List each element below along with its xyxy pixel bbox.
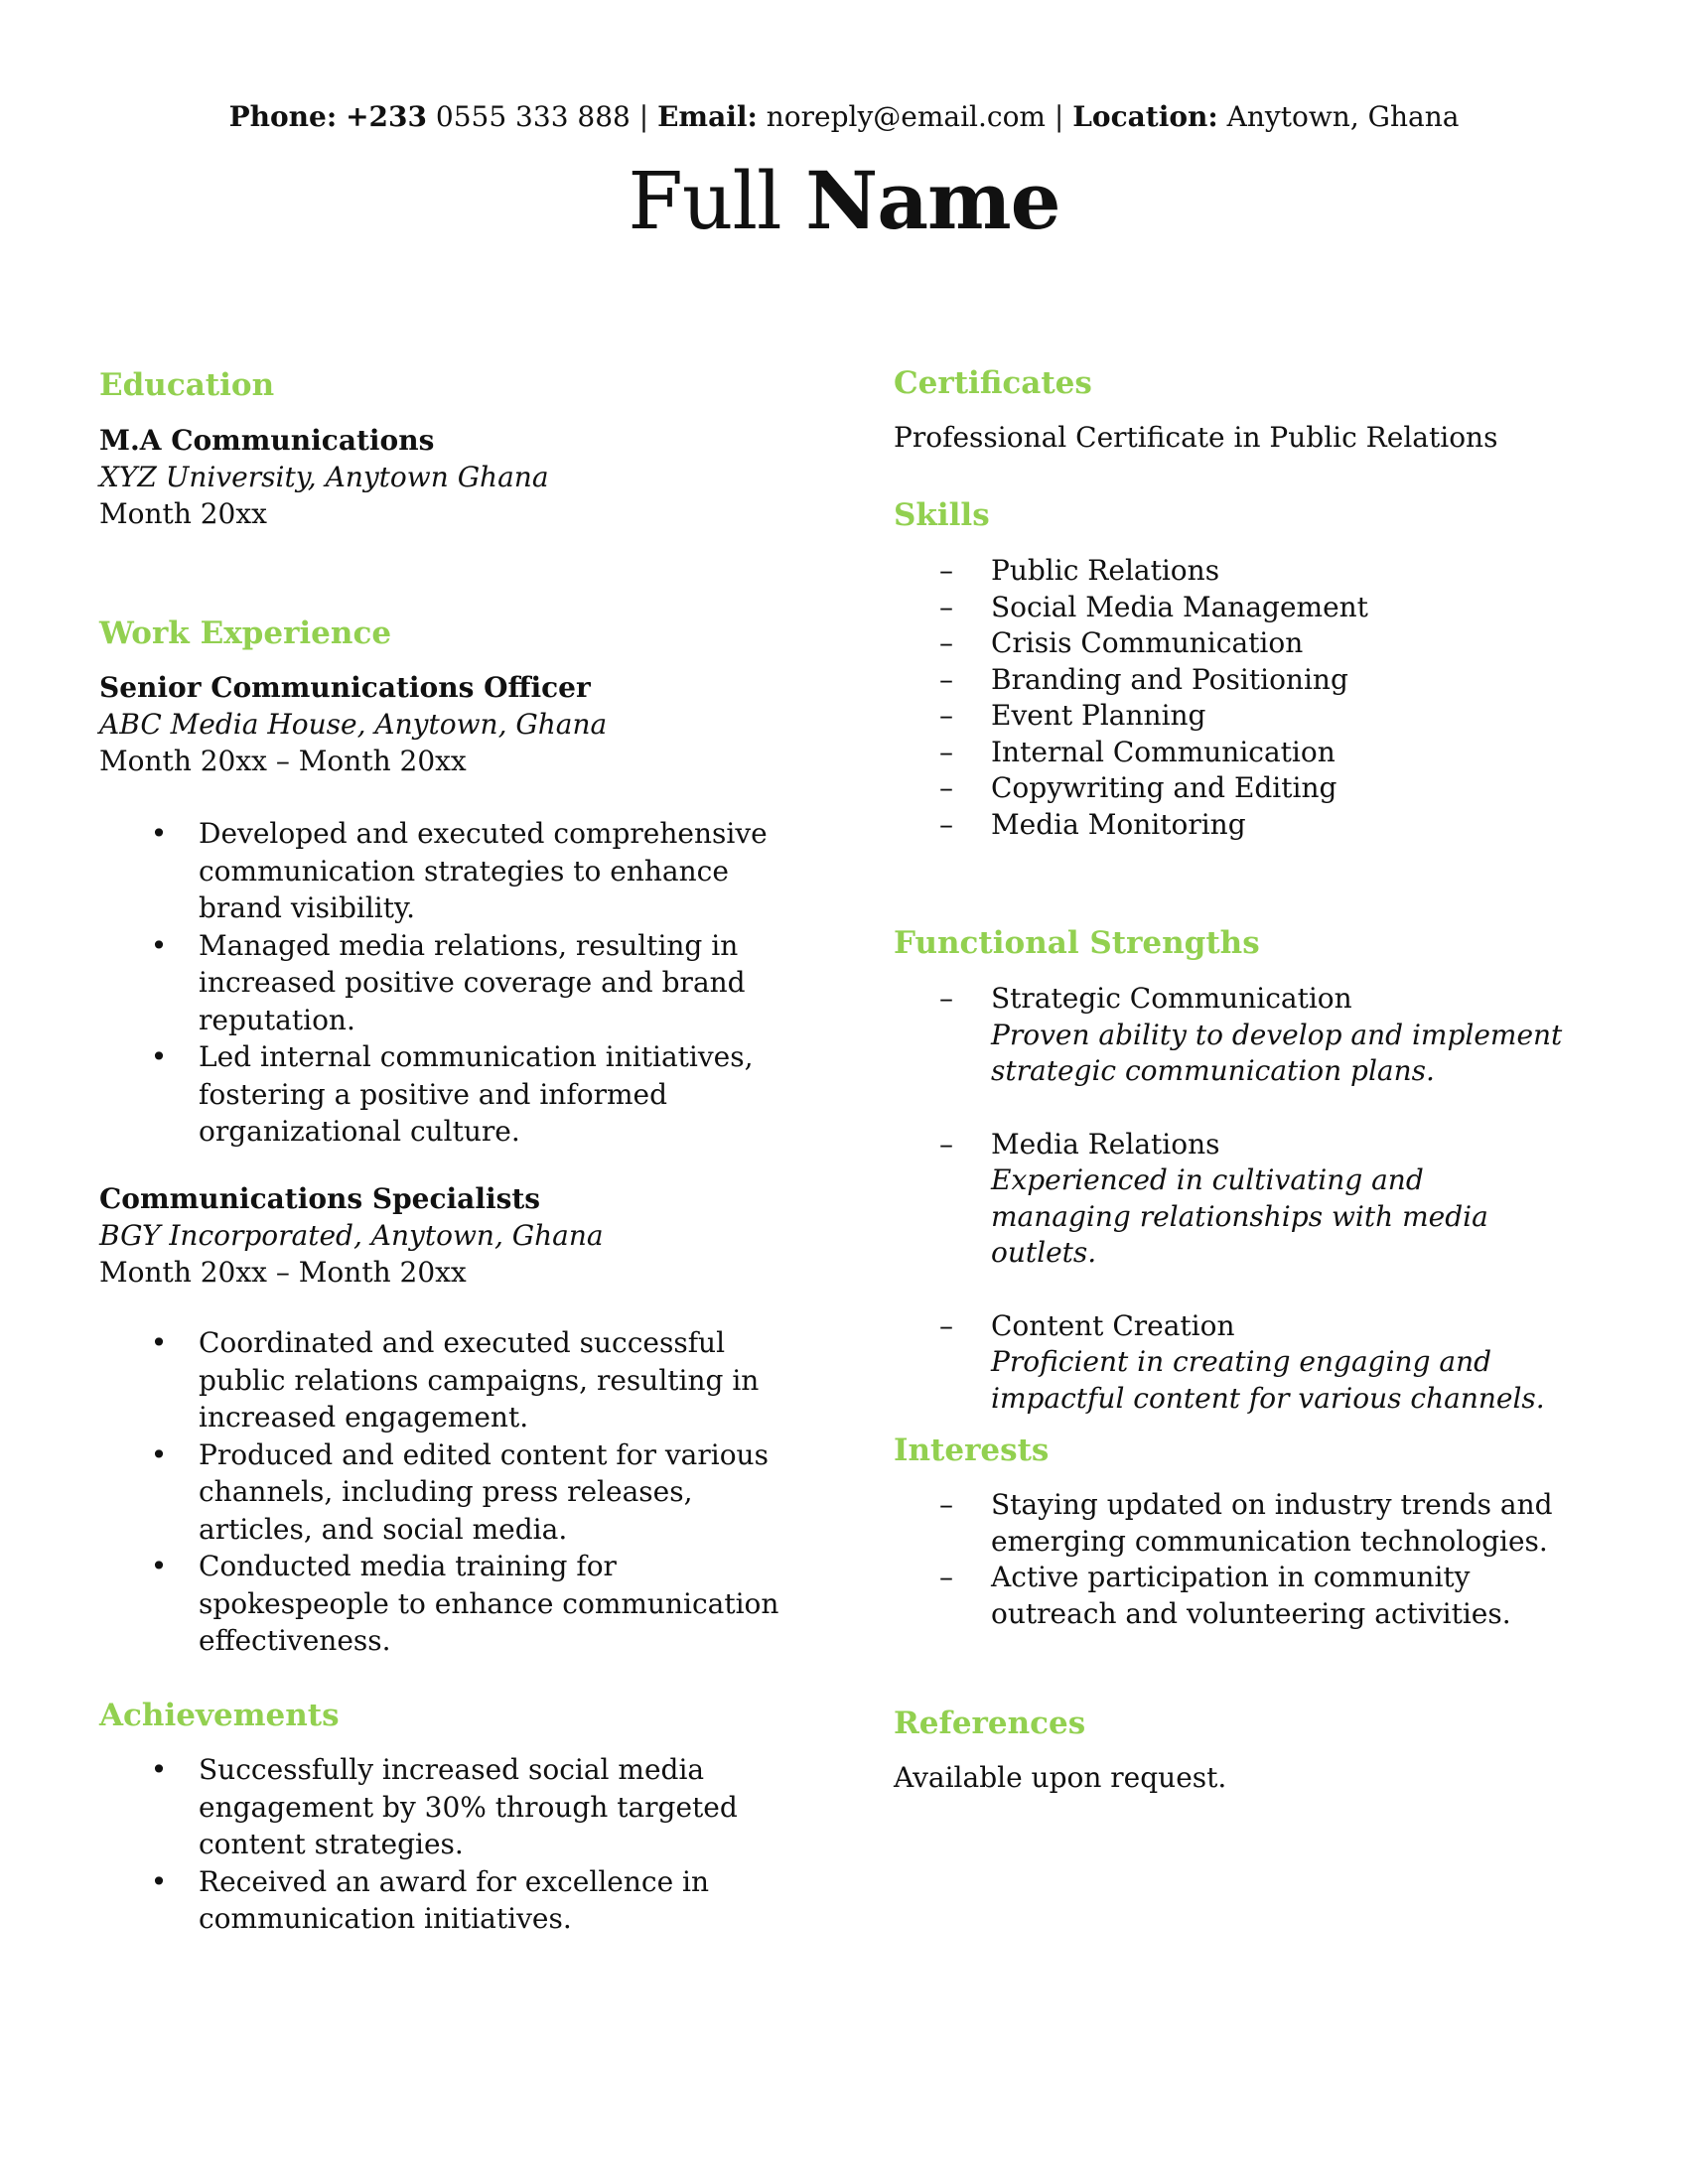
location-value: Anytown, Ghana <box>1217 100 1460 133</box>
strength-description: Proven ability to develop and implement strategic communication plans. <box>991 1018 1563 1087</box>
dash-icon: – <box>939 662 953 696</box>
work-experience-heading: Work Experience <box>99 615 392 651</box>
strength-description: Experienced in cultivating and managing relationships with media outlets. <box>991 1163 1488 1269</box>
achievements-list <box>99 1751 755 1938</box>
phone-code: +233 <box>346 100 427 133</box>
strength-name: Media Relations <box>991 1127 1220 1160</box>
dash-icon: – <box>939 807 953 841</box>
bullet-icon: • <box>150 817 168 850</box>
references-text: Available upon request. <box>894 1761 1227 1794</box>
interests-list <box>894 1487 1569 1632</box>
job-dates: Month 20xx – Month 20xx <box>99 1256 467 1289</box>
certificates-heading: Certificates <box>894 365 1092 401</box>
certificates-list <box>894 419 1497 456</box>
bullet-icon: • <box>150 1753 168 1786</box>
dash-icon: – <box>939 699 953 732</box>
education-entry <box>99 422 549 532</box>
job-dates: Month 20xx – Month 20xx <box>99 745 467 777</box>
job-role: Senior Communications Officer <box>99 671 591 704</box>
interest-item: – Staying updated on industry trends and emerging communication technologies. <box>939 1488 1553 1558</box>
skills-list <box>894 553 1368 843</box>
list-item: • Coordinated and executed successful public relations campaigns, resulting in increased engagement. <box>150 1326 760 1433</box>
degree: M.A Communications <box>99 424 435 457</box>
strength-name: Content Creation <box>991 1308 1235 1342</box>
strengths-list <box>894 981 1569 1453</box>
skill-item: – Crisis Communication <box>894 625 1368 662</box>
interests-heading: Interests <box>894 1433 1050 1468</box>
dash-icon: – <box>939 1308 953 1342</box>
skill-item: – Event Planning <box>894 698 1368 735</box>
school: XYZ University, Anytown Ghana <box>99 461 549 493</box>
bullet-icon: • <box>150 928 168 962</box>
job-company: ABC Media House, Anytown, Ghana <box>99 708 608 741</box>
strength-item <box>894 981 1569 1090</box>
achievements-heading: Achievements <box>99 1698 340 1733</box>
strength-name: Strategic Communication <box>991 982 1352 1015</box>
job-entry <box>99 669 607 779</box>
dash-icon: – <box>939 554 953 587</box>
list-item: • Produced and edited content for various channels, including press releases, articles, and social media. <box>150 1437 769 1546</box>
dash-icon: – <box>939 626 953 659</box>
functional-strengths-heading: Functional Strengths <box>894 925 1260 961</box>
list-item: • Led internal communication initiatives, fostering a positive and informed organizational culture. <box>150 1040 754 1148</box>
job-bullets <box>99 1324 794 1660</box>
list-item: • Managed media relations, resulting in increased positive coverage and brand reputation. <box>150 928 746 1036</box>
last-name: Name <box>805 154 1060 247</box>
job-company: BGY Incorporated, Anytown, Ghana <box>99 1219 604 1252</box>
skills-heading: Skills <box>894 497 990 533</box>
location-label: Location: <box>1072 100 1218 133</box>
separator: | <box>1046 100 1073 133</box>
skill-item: – Internal Communication <box>894 735 1368 771</box>
skill-item: – Public Relations <box>894 553 1368 590</box>
dash-icon: – <box>939 590 953 623</box>
strength-item <box>894 1308 1569 1418</box>
job-bullets <box>99 815 794 1151</box>
first-name: Full <box>628 155 781 247</box>
dash-icon: – <box>939 982 953 1015</box>
email-label: Email: <box>657 100 758 133</box>
references-heading: References <box>894 1706 1086 1741</box>
bullet-icon: • <box>150 1550 168 1582</box>
list-item: • Developed and executed comprehensive communication strategies to enhance brand visibility. <box>150 817 768 924</box>
full-name <box>0 151 1688 251</box>
skill-item: – Copywriting and Editing <box>894 770 1368 807</box>
bullet-icon: • <box>150 1864 168 1898</box>
interest-item: – Active participation in community outreach and volunteering activities. <box>939 1561 1511 1630</box>
job-role: Communications Specialists <box>99 1182 541 1215</box>
dash-icon: – <box>939 1488 953 1521</box>
list-item: • Conducted media training for spokespeople to enhance communication effectiveness. <box>150 1550 779 1657</box>
education-date: Month 20xx <box>99 497 267 530</box>
strength-item <box>894 1127 1569 1272</box>
email-value[interactable]: noreply@email.com <box>757 100 1046 133</box>
education-heading: Education <box>99 367 275 403</box>
bullet-icon: • <box>150 1437 168 1471</box>
contact-line <box>0 97 1688 137</box>
bullet-icon: • <box>150 1040 168 1073</box>
list-item: • Successfully increased social media engagement by 30% through targeted content strategies. <box>150 1753 738 1860</box>
separator: | <box>630 100 658 133</box>
phone-number: 0555 333 888 <box>427 100 631 133</box>
dash-icon: – <box>939 735 953 768</box>
strength-description: Proficient in creating engaging and impactful content for various channels. <box>991 1345 1545 1415</box>
certificate-item: Professional Certificate in Public Relations <box>894 421 1498 454</box>
dash-icon: – <box>939 771 953 804</box>
skill-item: – Media Monitoring <box>894 807 1368 844</box>
phone-label: Phone: <box>228 100 338 133</box>
list-item: • Received an award for excellence in communication initiatives. <box>150 1864 710 1935</box>
bullet-icon: • <box>150 1326 168 1359</box>
skill-item: – Social Media Management <box>894 590 1368 626</box>
job-entry <box>99 1180 604 1291</box>
dash-icon: – <box>939 1561 953 1593</box>
skill-item: – Branding and Positioning <box>894 662 1368 699</box>
dash-icon: – <box>939 1127 953 1160</box>
